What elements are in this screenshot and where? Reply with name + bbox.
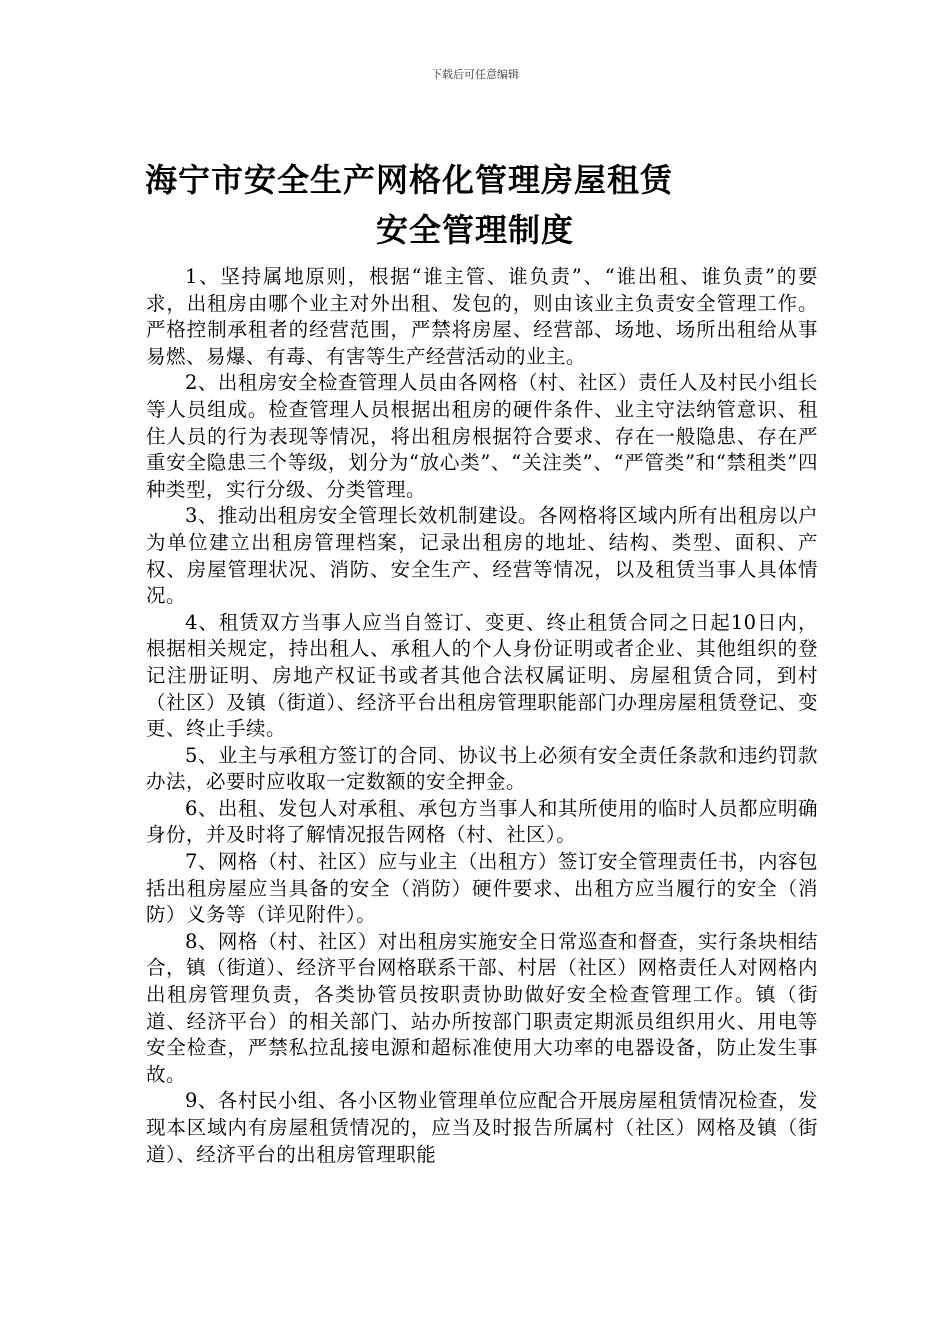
- paragraph-9: 9、各村民小组、各小区物业管理单位应配合开展房屋租赁情况检查，发现本区域内有房屋租赁情况的，应当及时报告所属村（社区）网格及镇（街道）、经济平台的出租房管理职能: [146, 1089, 818, 1166]
- paragraph-4: 4、租赁双方当事人应当自签订、变更、终止租赁合同之日起10日内，根据相关规定，持出租人、承租人的个人身份证明或者企业、其他组织的登记注册证明、房地产权证书或者其他合法权属证明、房屋租赁合同，到村（社区）及镇（街道）、经济平台出租房管理职能部门办理房屋租赁登记、变更、终止手续。: [146, 610, 818, 741]
- paragraph-7: 7、网格（村、社区）应与业主（出租方）签订安全管理责任书，内容包括出租房屋应当具备的安全（消防）硬件要求、出租方应当履行的安全（消防）义务等（详见附件）。: [146, 850, 818, 927]
- paragraph-1: 1、坚持属地原则，根据“谁主管、谁负责”、“谁出租、谁负责”的要求，出租房由哪个业主对外出租、发包的，则由该业主负责安全管理工作。严格控制承租者的经营范围，严禁将房屋、经营部、场地、场所出租给从事易燃、易爆、有毒、有害等生产经营活动的业主。: [146, 265, 818, 368]
- paragraph-8: 8、网格（村、社区）对出租房实施安全日常巡查和督查，实行条块相结合，镇（街道）、经济平台网格联系干部、村居（社区）网格责任人对网格内出租房管理负责，各类协管员按职责协助做好安全检查管理工作。镇（街道、经济平台）的相关部门、站办所按部门职责定期派员组织用火、用电等安全检查，严禁私拉乱接电源和超标准使用大功率的电器设备，防止发生事故。: [146, 929, 818, 1086]
- header-note: 下载后可任意编辑: [431, 68, 519, 81]
- document-title-line1: 海宁市安全生产网格化管理房屋租赁: [145, 161, 674, 199]
- paragraph-2: 2、出租房安全检查管理人员由各网格（村、社区）责任人及村民小组长等人员组成。检查管理人员根据出租房的硬件条件、业主守法纳管意识、租住人员的行为表现等情况，将出租房根据符合要求、存在一般隐患、存在严重安全隐患三个等级，划分为“放心类”、“关注类”、“严管类”和“禁租类”四种类型，实行分级、分类管理。: [146, 371, 818, 501]
- paragraph-3: 3、推动出租房安全管理长效机制建设。各网格将区域内所有出租房以户为单位建立出租房管理档案，记录出租房的地址、结构、类型、面积、产权、房屋管理状况、消防、安全生产、经营等情况，以及租赁当事人具体情况。: [146, 504, 818, 608]
- paragraph-5: 5、业主与承租方签订的合同、协议书上必须有安全责任条款和违约罚款办法，必要时应收取一定数额的安全押金。: [146, 743, 818, 794]
- paragraph-6: 6、出租、发包人对承租、承包方当事人和其所使用的临时人员都应明确身份，并及时将了解情况报告网格（村、社区）。: [146, 796, 818, 847]
- document-body: [146, 264, 818, 1168]
- document-title-line2: 安全管理制度: [375, 211, 574, 249]
